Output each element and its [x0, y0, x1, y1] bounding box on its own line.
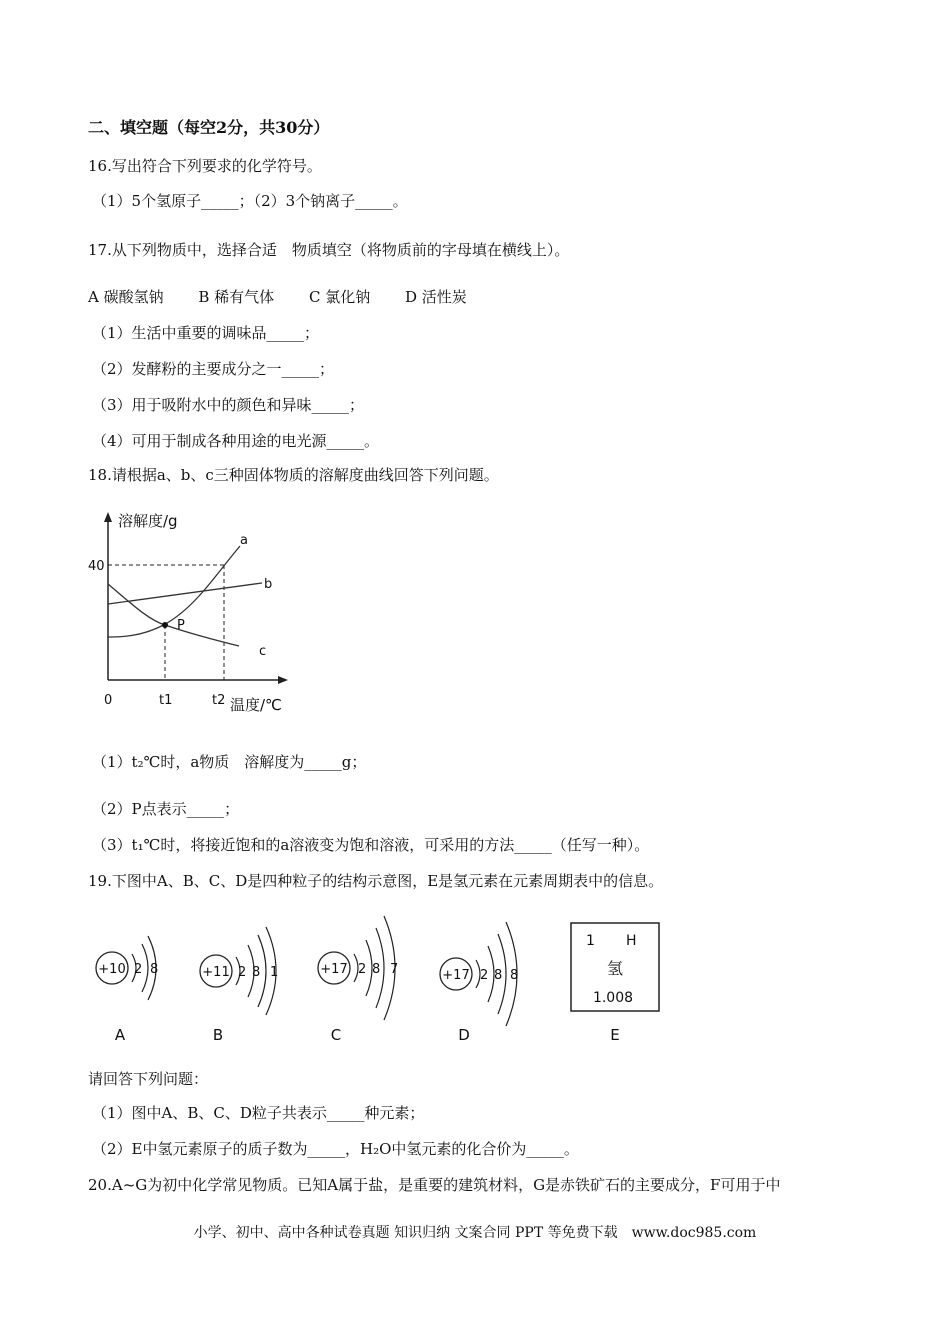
particle-a-label: A — [114, 1026, 126, 1044]
particle-c-nucleus: +17 — [320, 962, 348, 977]
element-e-number: 1 — [586, 933, 595, 949]
particle-b-label: B — [212, 1026, 224, 1044]
q17-option-a: A 碳酸氢钠 — [88, 288, 164, 306]
particle-b-diagram — [196, 918, 296, 1048]
q19-part-2: （2）E中氢元素原子的质子数为_____，H₂O中氢元素的化合价为_____。 — [92, 1140, 579, 1158]
solubility-chart — [84, 508, 304, 718]
curve-b — [108, 583, 262, 604]
q20-stem: 20.A~G为初中化学常见物质。已知A属于盐，是重要的建筑材料，G是赤铁矿石的主要成分，F可用于中 — [88, 1176, 781, 1194]
q17-part-1: （1）生活中重要的调味品_____； — [92, 324, 320, 342]
q17-stem: 17.从下列物质中，选择合适 物质填空（将物质前的字母填在横线上）。 — [88, 241, 570, 259]
particle-d-shell-2: 8 — [494, 968, 503, 983]
particle-a-nucleus: +10 — [98, 962, 126, 977]
q19-part-1: （1）图中A、B、C、D粒子共表示_____种元素； — [92, 1104, 425, 1122]
q17-option-b: B 稀有气体 — [198, 288, 275, 306]
particle-d-nucleus: +17 — [442, 968, 470, 983]
q18-part-1: （1）t₂℃时，a物质 溶解度为_____g； — [92, 753, 367, 771]
y-axis-label: 溶解度/g — [118, 512, 178, 530]
p-label: P — [177, 618, 185, 633]
particle-c-shell-2: 8 — [372, 962, 381, 977]
q17-part-3: （3）用于吸附水中的颜色和异味_____； — [92, 396, 365, 414]
particle-b-nucleus: +11 — [202, 965, 230, 980]
particle-a-shell-2: 8 — [150, 962, 159, 977]
element-e-name: 氢 — [606, 959, 624, 978]
q16-stem: 16.写出符合下列要求的化学符号。 — [88, 157, 322, 175]
particle-a-diagram — [90, 918, 180, 1048]
element-e-mass: 1.008 — [592, 990, 634, 1006]
curve-a-label: a — [240, 533, 248, 548]
particle-a-shell-1: 2 — [134, 962, 143, 977]
element-e-label: E — [610, 1026, 620, 1044]
particle-d-label: D — [458, 1026, 470, 1044]
q16-parts: （1）5个氢原子_____；（2）3个钠离子_____。 — [92, 192, 408, 210]
element-e-card — [566, 918, 666, 1048]
q18-part-2: （2）P点表示_____； — [92, 800, 240, 818]
curve-a — [108, 546, 240, 637]
particle-b-shell-2: 8 — [252, 965, 261, 980]
q19-stem: 19.下图中A、B、C、D是四种粒子的结构示意图，E是氢元素在元素周期表中的信息。 — [88, 872, 664, 890]
q19-prompt: 请回答下列问题： — [88, 1070, 209, 1088]
x-axis-label: 温度/℃ — [230, 696, 282, 714]
q17-options — [88, 287, 467, 307]
particle-c-shell-1: 2 — [358, 962, 367, 977]
particle-c-label: C — [330, 1026, 342, 1044]
q17-part-2: （2）发酵粉的主要成分之一_____； — [92, 360, 335, 378]
t1-label: t1 — [159, 693, 173, 708]
element-e-symbol: H — [626, 933, 637, 949]
curve-c-label: c — [259, 644, 267, 659]
particle-d-shell-3: 8 — [510, 968, 519, 983]
page-footer[interactable]: 小学、初中、高中各种试卷真题 知识归纳 文案合同 PPT 等免费下载 www.doc985.com — [193, 1225, 757, 1241]
y-axis-arrow-icon — [104, 512, 112, 522]
curve-c — [108, 584, 239, 646]
particle-d-diagram — [438, 910, 538, 1048]
point-p — [162, 622, 168, 628]
particle-b-shell-3: 1 — [270, 965, 279, 980]
x-axis-arrow-icon — [278, 676, 288, 684]
q17-option-c: C 氯化钠 — [308, 288, 371, 306]
particle-c-diagram — [314, 906, 414, 1048]
q17-part-4: （4）可用于制成各种用途的电光源_____。 — [92, 432, 380, 450]
q17-option-d: D 活性炭 — [405, 288, 467, 306]
q18-stem: 18.请根据a、b、c三种固体物质的溶解度曲线回答下列问题。 — [88, 466, 499, 484]
curve-b-label: b — [264, 577, 273, 592]
particle-b-shell-1: 2 — [238, 965, 247, 980]
ytick-40: 40 — [88, 559, 105, 574]
q18-part-3: （3）t₁℃时，将接近饱和的a溶液变为饱和溶液，可采用的方法_____（任写一种）。 — [92, 836, 650, 854]
section-heading: 二、填空题（每空2分，共30分） — [88, 118, 330, 137]
particle-c-shell-3: 7 — [390, 962, 399, 977]
origin-label: 0 — [104, 693, 113, 708]
t2-label: t2 — [212, 693, 226, 708]
particle-d-shell-1: 2 — [480, 968, 489, 983]
